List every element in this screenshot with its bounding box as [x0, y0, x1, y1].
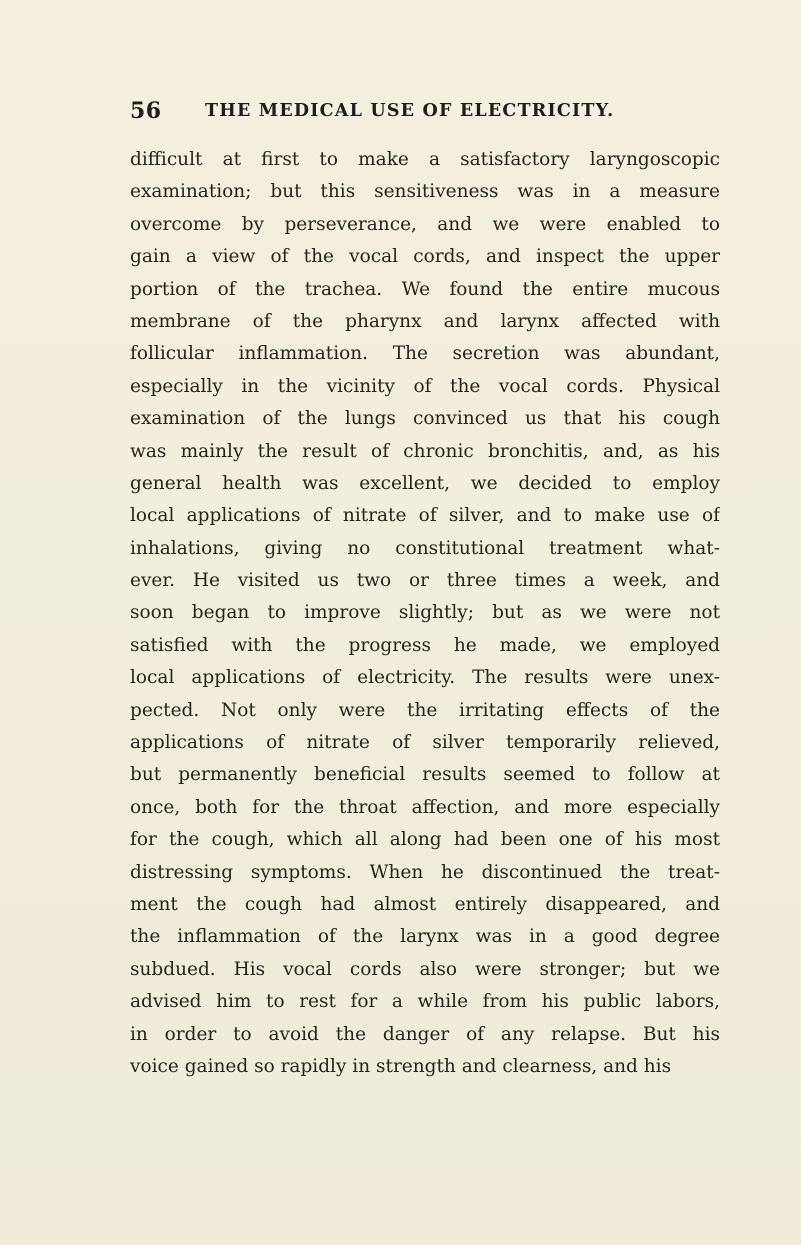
text-line: follicular inflammation. The secretion was abundant,: [130, 343, 720, 365]
text-line: ever. He visited us two or three times a week, and: [130, 570, 720, 592]
text-line: voice gained so rapidly in strength and clearness, and his: [130, 1055, 672, 1077]
text-line: examination; but this sensitiveness was in a measure: [130, 181, 720, 203]
text-line: but permanently beneficial results seemed to follow at: [130, 764, 720, 786]
text-line: membrane of the pharynx and larynx affected with: [130, 310, 720, 332]
text-line: applications of nitrate of silver temporarily relieved,: [130, 732, 720, 754]
text-line: ment the cough had almost entirely disappeared, and: [130, 893, 720, 915]
text-line: advised him to rest for a while from his public labors,: [130, 991, 720, 1013]
text-line: soon began to improve slightly; but as we were not: [130, 602, 720, 624]
text-line: satisfied with the progress he made, we employed: [130, 634, 720, 656]
text-line: inhalations, giving no constitutional treatment what-: [130, 537, 720, 559]
text-line: overcome by perseverance, and we were enabled to: [130, 213, 720, 235]
body-text: [130, 144, 720, 1083]
text-line: distressing symptoms. When he discontinued the treat-: [130, 861, 720, 883]
text-line: especially in the vicinity of the vocal cords. Physical: [130, 375, 720, 397]
text-line: was mainly the result of chronic bronchitis, and, as his: [130, 440, 720, 462]
text-line: once, both for the throat affection, and more especially: [130, 796, 720, 818]
text-line: for the cough, which all along had been one of his most: [130, 829, 720, 851]
text-line: gain a view of the vocal cords, and inspect the upper: [130, 246, 720, 268]
text-line: difficult at first to make a satisfactory laryngoscopic: [130, 149, 720, 170]
text-line: in order to avoid the danger of any relapse. But his: [130, 1023, 720, 1045]
page-number: 56: [130, 98, 162, 124]
text-line: portion of the trachea. We found the entire mucous: [130, 278, 720, 300]
text-line: general health was excellent, we decided to employ: [130, 472, 720, 494]
text-line: pected. Not only were the irritating effects of the: [130, 699, 720, 721]
text-line: local applications of electricity. The results were unex-: [130, 667, 720, 689]
text-line: examination of the lungs convinced us that his cough: [130, 408, 720, 430]
text-line: the inflammation of the larynx was in a good degree: [130, 926, 720, 948]
page-header: [130, 98, 720, 128]
running-head: THE MEDICAL USE OF ELECTRICITY.: [205, 101, 615, 121]
text-line: local applications of nitrate of silver, and to make use of: [130, 505, 720, 527]
text-line: subdued. His vocal cords also were stronger; but we: [130, 958, 720, 980]
